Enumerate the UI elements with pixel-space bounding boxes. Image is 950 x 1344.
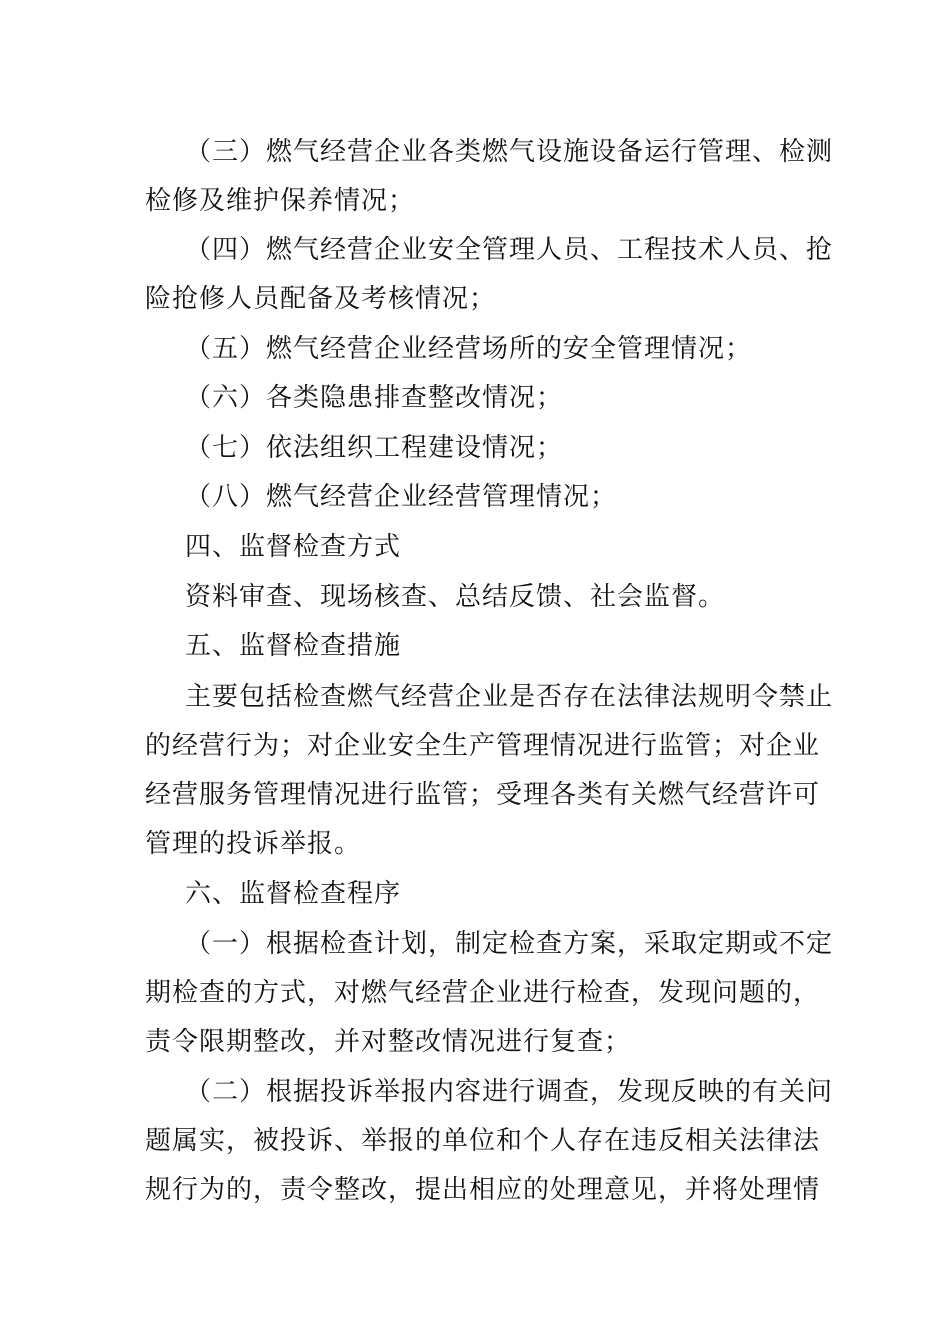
section-6-item-1-line-3: 责令限期整改，并对整改情况进行复查； [145, 1027, 632, 1057]
section-5-body-line-3: 经营服务管理情况进行监管；受理各类有关燃气经营许可 [145, 780, 821, 810]
section-4-heading: 四、监督检查方式 [185, 532, 402, 562]
section-6-item-2-line-2: 题属实，被投诉、举报的单位和个人存在违反相关法律法 [145, 1126, 821, 1156]
section-6-heading: 六、监督检查程序 [185, 879, 402, 909]
section-6-item-1-line-1: （一）根据检查计划，制定检查方案，采取定期或不定 [185, 929, 834, 959]
item-8: （八）燃气经营企业经营管理情况； [185, 482, 618, 512]
item-4-line-2: 险抢修人员配备及考核情况； [145, 284, 497, 314]
section-6-item-2-line-3: 规行为的，责令整改，提出相应的处理意见，并将处理情 [145, 1175, 821, 1205]
item-3-line-2: 检修及维护保养情况； [145, 186, 416, 216]
item-4-line-1: （四）燃气经营企业安全管理人员、工程技术人员、抢 [185, 235, 834, 265]
item-5: （五）燃气经营企业经营场所的安全管理情况； [185, 334, 753, 364]
item-6: （六）各类隐患排查整改情况； [185, 383, 564, 413]
section-4-body: 资料审查、现场核查、总结反馈、社会监督。 [185, 582, 726, 612]
item-7: （七）依法组织工程建设情况； [185, 433, 564, 463]
section-5-body-line-2: 的经营行为；对企业安全生产管理情况进行监管；对企业 [145, 731, 821, 761]
section-5-body-line-4: 管理的投诉举报。 [145, 829, 362, 859]
section-6-item-1-line-2: 期检查的方式，对燃气经营企业进行检查，发现问题的， [145, 978, 821, 1008]
section-6-item-2-line-1: （二）根据投诉举报内容进行调查，发现反映的有关问 [185, 1077, 834, 1107]
section-5-body-line-1: 主要包括检查燃气经营企业是否存在法律法规明令禁止 [185, 682, 834, 712]
section-5-heading: 五、监督检查措施 [185, 631, 402, 661]
item-3-line-1: （三）燃气经营企业各类燃气设施设备运行管理、检测 [185, 137, 834, 167]
